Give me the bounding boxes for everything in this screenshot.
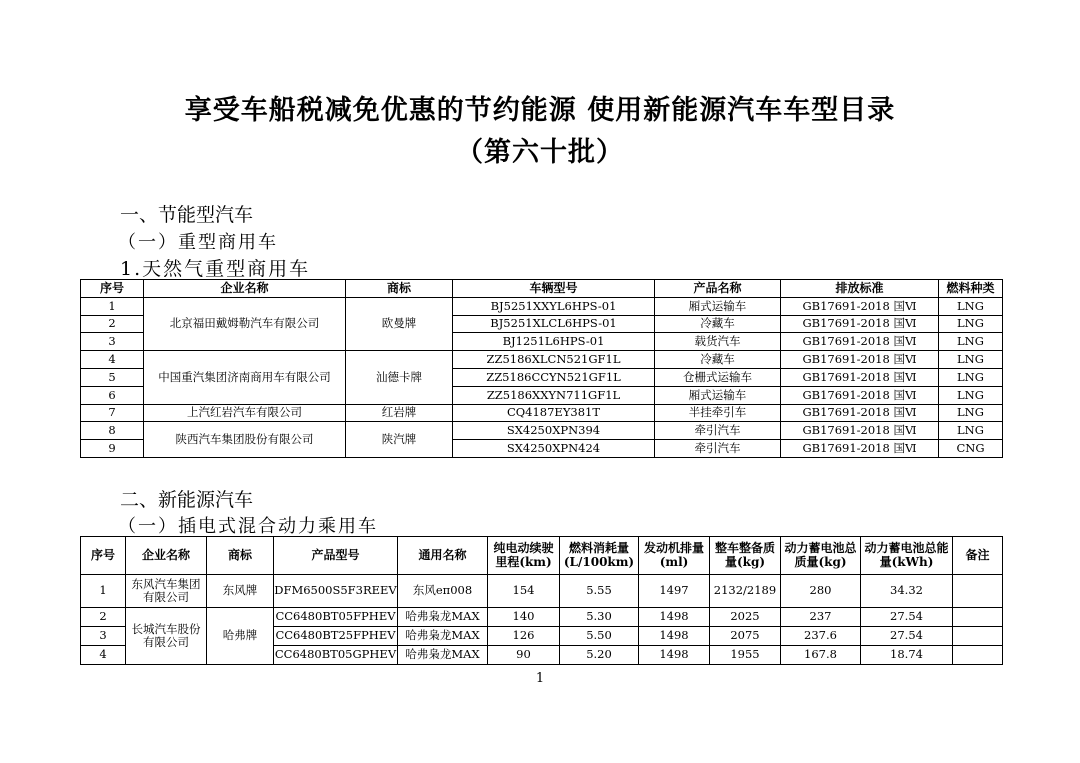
electric-range: 90: [488, 646, 560, 665]
header-cell: 燃料消耗量(L/100km): [560, 537, 639, 575]
battery-energy: 27.54: [861, 608, 953, 627]
row-number: 6: [81, 386, 144, 404]
fuel-consumption: 5.30: [560, 608, 639, 627]
product-name: 半挂牵引车: [655, 404, 781, 422]
header-cell: 整车整备质量(kg): [710, 537, 781, 575]
battery-mass: 167.8: [781, 646, 861, 665]
fuel-consumption: 5.20: [560, 646, 639, 665]
emission-standard: GB17691-2018 国Ⅵ: [781, 404, 939, 422]
product-name: 冷藏车: [655, 315, 781, 333]
fuel-type: LNG: [939, 297, 1003, 315]
row-number: 1: [81, 575, 126, 608]
curb-mass: 1955: [710, 646, 781, 665]
document-title: 享受车船税减免优惠的节约能源 使用新能源汽车车型目录: [184, 95, 896, 126]
emission-standard: GB17691-2018 国Ⅵ: [781, 315, 939, 333]
company-name: 上汽红岩汽车有限公司: [144, 404, 346, 422]
brand-name: 欧曼牌: [346, 297, 453, 350]
remark: [953, 608, 1003, 627]
battery-mass: 237.6: [781, 627, 861, 646]
electric-range: 126: [488, 627, 560, 646]
company-name: 东风汽车集团有限公司: [126, 575, 207, 608]
header-cell: 发动机排量(ml): [639, 537, 710, 575]
row-number: 3: [81, 627, 126, 646]
brand-name: 哈弗牌: [207, 608, 274, 665]
product-model: CC6480BT05FPHEV: [274, 608, 398, 627]
common-name: 哈弗枭龙MAX: [398, 627, 488, 646]
brand-name: 汕德卡牌: [346, 351, 453, 404]
row-number: 8: [81, 422, 144, 440]
common-name: 哈弗枭龙MAX: [398, 646, 488, 665]
row-number: 3: [81, 333, 144, 351]
company-name: 中国重汽集团济南商用车有限公司: [144, 351, 346, 404]
brand-name: 东风牌: [207, 575, 274, 608]
curb-mass: 2025: [710, 608, 781, 627]
ng-heavy-commercial-table: [80, 279, 1003, 458]
remark: [953, 575, 1003, 608]
fuel-type: LNG: [939, 333, 1003, 351]
battery-energy: 34.32: [861, 575, 953, 608]
engine-displacement: 1498: [639, 646, 710, 665]
fuel-consumption: 5.50: [560, 627, 639, 646]
battery-mass: 280: [781, 575, 861, 608]
row-number: 1: [81, 297, 144, 315]
emission-standard: GB17691-2018 国Ⅵ: [781, 351, 939, 369]
page-number: 1: [535, 671, 545, 686]
table-row: [81, 575, 1003, 608]
brand-name: 陕汽牌: [346, 422, 453, 458]
engine-displacement: 1498: [639, 627, 710, 646]
header-cell: 动力蓄电池总质量(kg): [781, 537, 861, 575]
common-name: 东风eπ008: [398, 575, 488, 608]
emission-standard: GB17691-2018 国Ⅵ: [781, 368, 939, 386]
section1-subheading: （一）重型商用车: [118, 232, 278, 253]
table-header-row: [81, 280, 1003, 298]
vehicle-model: BJ5251XLCL6HPS-01: [453, 315, 655, 333]
header-cell: 序号: [81, 537, 126, 575]
section1-heading: 一、节能型汽车: [120, 204, 254, 226]
vehicle-model: ZZ5186XXYN711GF1L: [453, 386, 655, 404]
product-name: 仓栅式运输车: [655, 368, 781, 386]
row-number: 4: [81, 351, 144, 369]
header-cell: 商标: [207, 537, 274, 575]
row-number: 9: [81, 440, 144, 458]
product-name: 牵引汽车: [655, 440, 781, 458]
row-number: 2: [81, 315, 144, 333]
table-row: [81, 422, 1003, 440]
emission-standard: GB17691-2018 国Ⅵ: [781, 422, 939, 440]
fuel-type: LNG: [939, 368, 1003, 386]
header-cell: 产品名称: [655, 280, 781, 298]
remark: [953, 627, 1003, 646]
fuel-type: LNG: [939, 386, 1003, 404]
table-row: [81, 404, 1003, 422]
battery-energy: 18.74: [861, 646, 953, 665]
row-number: 4: [81, 646, 126, 665]
table-header-row: [81, 537, 1003, 575]
header-cell: 燃料种类: [939, 280, 1003, 298]
row-number: 5: [81, 368, 144, 386]
engine-displacement: 1497: [639, 575, 710, 608]
fuel-type: LNG: [939, 422, 1003, 440]
common-name: 哈弗枭龙MAX: [398, 608, 488, 627]
product-name: 载货汽车: [655, 333, 781, 351]
header-cell: 备注: [953, 537, 1003, 575]
vehicle-model: BJ5251XXYL6HPS-01: [453, 297, 655, 315]
curb-mass: 2075: [710, 627, 781, 646]
vehicle-model: SX4250XPN394: [453, 422, 655, 440]
header-cell: 商标: [346, 280, 453, 298]
battery-energy: 27.54: [861, 627, 953, 646]
product-model: DFM6500S5F3REEV: [274, 575, 398, 608]
fuel-type: LNG: [939, 404, 1003, 422]
product-model: CC6480BT05GPHEV: [274, 646, 398, 665]
electric-range: 154: [488, 575, 560, 608]
header-cell: 车辆型号: [453, 280, 655, 298]
fuel-type: LNG: [939, 315, 1003, 333]
header-cell: 序号: [81, 280, 144, 298]
table-row: [81, 351, 1003, 369]
emission-standard: GB17691-2018 国Ⅵ: [781, 386, 939, 404]
product-name: 厢式运输车: [655, 386, 781, 404]
header-cell: 企业名称: [144, 280, 346, 298]
header-cell: 产品型号: [274, 537, 398, 575]
vehicle-model: ZZ5186XLCN521GF1L: [453, 351, 655, 369]
product-model: CC6480BT25FPHEV: [274, 627, 398, 646]
product-name: 厢式运输车: [655, 297, 781, 315]
fuel-type: CNG: [939, 440, 1003, 458]
row-number: 7: [81, 404, 144, 422]
header-cell: 通用名称: [398, 537, 488, 575]
vehicle-model: CQ4187EY381T: [453, 404, 655, 422]
table-row: [81, 297, 1003, 315]
row-number: 2: [81, 608, 126, 627]
company-name: 长城汽车股份有限公司: [126, 608, 207, 665]
vehicle-model: SX4250XPN424: [453, 440, 655, 458]
header-cell: 排放标准: [781, 280, 939, 298]
vehicle-model: BJ1251L6HPS-01: [453, 333, 655, 351]
fuel-type: LNG: [939, 351, 1003, 369]
table-row: [81, 608, 1003, 627]
section1-subsubheading: 1.天然气重型商用车: [120, 258, 311, 280]
curb-mass: 2132/2189: [710, 575, 781, 608]
header-cell: 动力蓄电池总能量(kWh): [861, 537, 953, 575]
batch-subtitle: （第六十批）: [456, 137, 624, 168]
brand-name: 红岩牌: [346, 404, 453, 422]
electric-range: 140: [488, 608, 560, 627]
vehicle-model: ZZ5186CCYN521GF1L: [453, 368, 655, 386]
section2-subheading: （一）插电式混合动力乘用车: [118, 516, 378, 537]
company-name: 陕西汽车集团股份有限公司: [144, 422, 346, 458]
remark: [953, 646, 1003, 665]
battery-mass: 237: [781, 608, 861, 627]
product-name: 牵引汽车: [655, 422, 781, 440]
fuel-consumption: 5.55: [560, 575, 639, 608]
product-name: 冷藏车: [655, 351, 781, 369]
emission-standard: GB17691-2018 国Ⅵ: [781, 440, 939, 458]
section2-heading: 二、新能源汽车: [120, 489, 254, 511]
engine-displacement: 1498: [639, 608, 710, 627]
emission-standard: GB17691-2018 国Ⅵ: [781, 333, 939, 351]
phev-passenger-table: [80, 536, 1003, 665]
header-cell: 纯电动续驶里程(km): [488, 537, 560, 575]
emission-standard: GB17691-2018 国Ⅵ: [781, 297, 939, 315]
company-name: 北京福田戴姆勒汽车有限公司: [144, 297, 346, 350]
header-cell: 企业名称: [126, 537, 207, 575]
